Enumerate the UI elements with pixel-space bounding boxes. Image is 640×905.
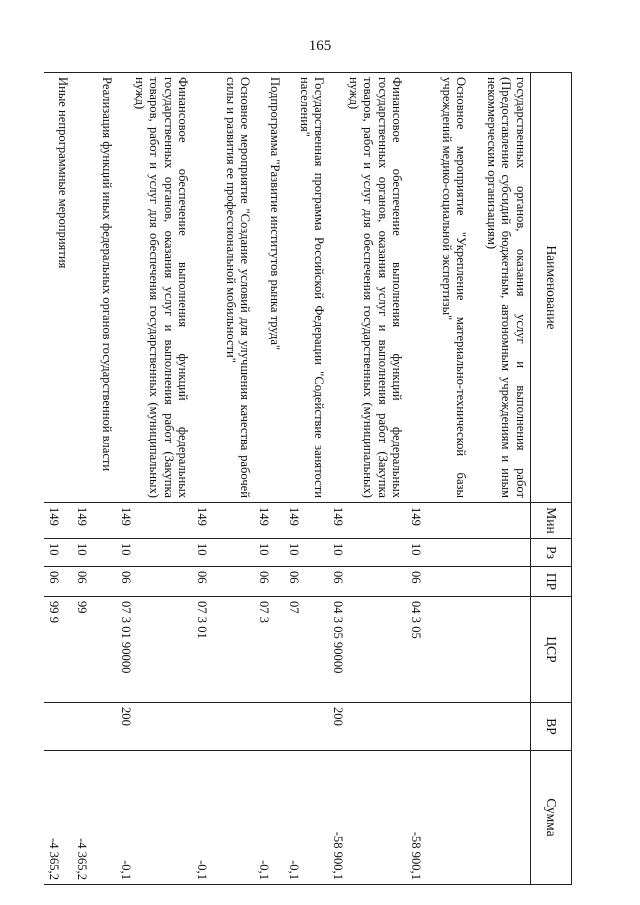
row-csr: 99 9: [45, 597, 73, 703]
row-sum: -58 900,1: [329, 751, 407, 885]
row-rz: 10: [117, 539, 193, 567]
row-pr: 06: [255, 567, 285, 597]
row-name: Финансовое обеспечение выполнения функций федеральных государственных органов, оказания услуг и выполнения работ (Закупка товаров, работ и услуг для обеспечения государственных (муниципальных) нужд): [117, 73, 193, 503]
row-name: Финансовое обеспечение выполнения функций федеральных государственных органов, оказания услуг и выполнения работ (Закупка товаров, работ и услуг для обеспечения государственных (муниципальных) нужд): [329, 73, 407, 503]
row-sum: -0,1: [193, 751, 255, 885]
row-vr: [73, 703, 117, 751]
row-pr: 06: [193, 567, 255, 597]
row-rz: 10: [329, 539, 407, 567]
budget-table: [45, 72, 573, 885]
row-vr: [407, 703, 471, 751]
row-rz: [471, 539, 531, 567]
row-vr: [471, 703, 531, 751]
row-vr: [255, 703, 285, 751]
row-pr: 06: [329, 567, 407, 597]
row-csr: 04 3 05: [407, 597, 471, 703]
header-rz: Рз: [531, 539, 572, 567]
row-sum: -58 900,1: [407, 751, 471, 885]
row-pr: 06: [117, 567, 193, 597]
row-vr: [193, 703, 255, 751]
row-vr: 200: [117, 703, 193, 751]
row-name: Основное мероприятие "Укрепление материально-технической базы учреждений медико-социальной экспертизы": [407, 73, 471, 503]
row-sum: -4 365,2: [73, 751, 117, 885]
row-rz: 10: [193, 539, 255, 567]
table-row: [471, 73, 531, 885]
row-name: Основное мероприятие "Создание условий для улучшения качества рабочей силы и развития ее профессиональной мобильности": [193, 73, 255, 503]
row-vr: [45, 703, 73, 751]
row-pr: 06: [285, 567, 329, 597]
row-vr: 200: [329, 703, 407, 751]
header-sum: Сумма: [531, 751, 572, 885]
row-sum: -0,1: [255, 751, 285, 885]
row-min: 149: [193, 503, 255, 539]
row-csr: 07 3 01: [193, 597, 255, 703]
row-name: Иные непрограммные мероприятия: [45, 73, 73, 503]
row-vr: [285, 703, 329, 751]
row-rz: 10: [407, 539, 471, 567]
row-name: государственных органов, оказания услуг и выполнения работ (Предоставление субсидий бюджетным, автономным учреждениям и иным некоммерческим организациям): [471, 73, 531, 503]
row-min: 149: [255, 503, 285, 539]
header-vr: ВР: [531, 703, 572, 751]
row-rz: 10: [285, 539, 329, 567]
table-row: [407, 73, 471, 885]
row-rz: 10: [45, 539, 73, 567]
row-rz: 10: [255, 539, 285, 567]
row-sum: -0,1: [285, 751, 329, 885]
header-min: Мин: [531, 503, 572, 539]
table-row: [73, 73, 117, 885]
row-min: 149: [407, 503, 471, 539]
row-csr: 07 3: [255, 597, 285, 703]
row-csr: 99: [73, 597, 117, 703]
row-min: 149: [45, 503, 73, 539]
row-pr: [471, 567, 531, 597]
row-csr: [471, 597, 531, 703]
row-pr: 06: [45, 567, 73, 597]
row-min: 149: [329, 503, 407, 539]
rotated-table-container: [47, 72, 572, 884]
page-number: 165: [308, 38, 332, 54]
row-rz: 10: [73, 539, 117, 567]
table-header-row: [531, 73, 572, 885]
row-sum: -4 365,2: [45, 751, 73, 885]
header-name: Наименование: [531, 73, 572, 503]
row-sum: -0,1: [117, 751, 193, 885]
row-name: Подпрограмма "Развитие институтов рынка труда": [255, 73, 285, 503]
row-sum: [471, 751, 531, 885]
table-row: [255, 73, 285, 885]
row-min: 149: [117, 503, 193, 539]
row-csr: 04 3 05 90000: [329, 597, 407, 703]
row-name: Реализация функций иных федеральных органов государственной власти: [73, 73, 117, 503]
table-row: [45, 73, 73, 885]
row-min: [471, 503, 531, 539]
row-pr: 06: [407, 567, 471, 597]
header-pr: ПР: [531, 567, 572, 597]
table-row: [329, 73, 407, 885]
row-name: Государственная программа Российской Федерации "Содействие занятости населения": [285, 73, 329, 503]
row-min: 149: [73, 503, 117, 539]
row-csr: 07: [285, 597, 329, 703]
row-csr: 07 3 01 90000: [117, 597, 193, 703]
table-row: [285, 73, 329, 885]
table-row: [193, 73, 255, 885]
row-min: 149: [285, 503, 329, 539]
table-row: [117, 73, 193, 885]
row-pr: 06: [73, 567, 117, 597]
header-csr: ЦСР: [531, 597, 572, 703]
